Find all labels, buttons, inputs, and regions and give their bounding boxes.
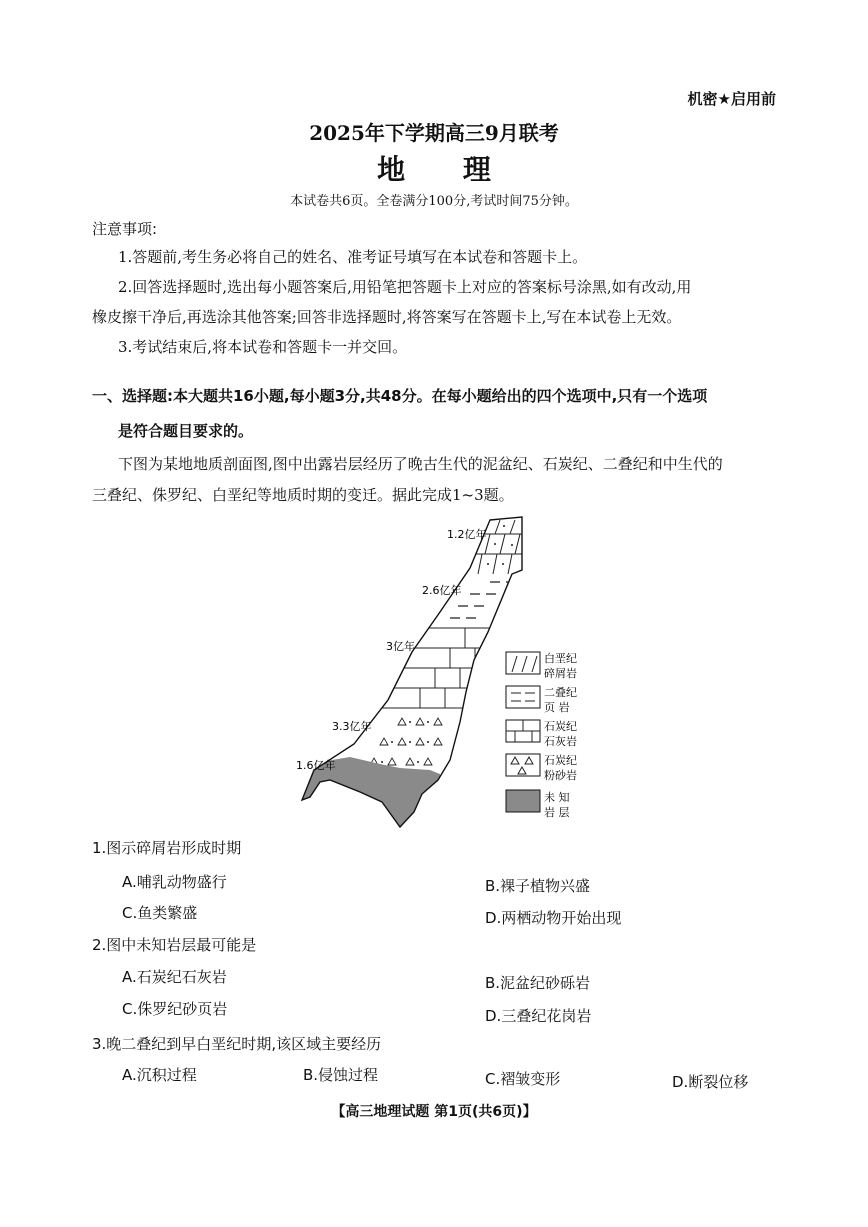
notice-title: 注意事项: <box>92 220 158 238</box>
question-1-option-a: A.哺乳动物盛行 <box>122 873 227 891</box>
question-2-option-d: D.三叠纪花岗岩 <box>485 1007 592 1025</box>
material-text-1: 下图为某地地质剖面图,图中出露岩层经历了晚古生代的泥盆纪、石炭纪、二叠纪和中生代的 <box>118 455 723 473</box>
question-3-option-b: B.侵蚀过程 <box>303 1066 379 1084</box>
confidential-label: 机密★启用前 <box>687 90 776 108</box>
question-2-option-b: B.泥盆纪砂砾岩 <box>485 974 591 992</box>
exam-intro: 本试卷共6页。全卷满分100分,考试时间75分钟。 <box>290 194 578 209</box>
geologic-profile-figure <box>290 512 610 832</box>
material-text-2: 三叠纪、侏罗纪、白垩纪等地质时期的变迁。据此完成1~3题。 <box>92 486 514 504</box>
question-1-option-b: B.裸子植物兴盛 <box>485 877 591 895</box>
notice-item-1: 1.答题前,考生务必将自己的姓名、准考证号填写在本试卷和答题卡上。 <box>118 248 588 266</box>
question-3-option-d: D.断裂位移 <box>672 1073 749 1091</box>
question-3-option-c: C.褶皱变形 <box>485 1070 561 1088</box>
age-label-5: 1.6亿年 <box>296 759 336 772</box>
section-heading-cont: 是符合题目要求的。 <box>118 422 254 440</box>
legend-2-line1: 二叠纪 <box>544 686 577 699</box>
legend-3-line2: 石灰岩 <box>544 735 577 748</box>
question-1-option-d: D.两栖动物开始出现 <box>485 909 622 927</box>
legend-1-line1: 白垩纪 <box>544 652 577 665</box>
legend-3-line1: 石炭纪 <box>544 720 577 733</box>
exam-title: 2025年下学期高三9月联考 <box>309 121 559 145</box>
legend-1-line2: 碎屑岩 <box>544 667 577 680</box>
age-label-2: 2.6亿年 <box>422 584 462 597</box>
question-3-option-a: A.沉积过程 <box>122 1066 197 1084</box>
age-label-1: 1.2亿年 <box>447 528 487 541</box>
legend-2-line2: 页 岩 <box>544 701 570 714</box>
age-label-4: 3.3亿年 <box>332 720 372 733</box>
notice-item-2: 2.回答选择题时,选出每小题答案后,用铅笔把答题卡上对应的答案标号涂黑,如有改动,用 <box>118 278 692 296</box>
legend-5-line2: 岩 层 <box>544 806 570 819</box>
question-1-stem: 1.图示碎屑岩形成时期 <box>92 839 242 857</box>
question-2-stem: 2.图中未知岩层最可能是 <box>92 936 257 954</box>
legend-5-line1: 未 知 <box>544 791 570 804</box>
subject-title: 地 理 <box>377 153 515 186</box>
notice-item-3: 3.考试结束后,将本试卷和答题卡一并交回。 <box>118 338 408 356</box>
legend <box>506 652 577 819</box>
question-3-stem: 3.晚二叠纪到早白垩纪时期,该区域主要经历 <box>92 1035 382 1053</box>
age-label-3: 3亿年 <box>386 640 415 653</box>
legend-4-line1: 石炭纪 <box>544 754 577 767</box>
question-1-option-c: C.鱼类繁盛 <box>122 904 198 922</box>
section-heading: 一、选择题:本大题共16小题,每小题3分,共48分。在每小题给出的四个选项中,只有一个选项 <box>92 387 708 405</box>
notice-item-2-cont: 橡皮擦干净后,再选涂其他答案;回答非选择题时,将答案写在答题卡上,写在本试卷上无效。 <box>92 308 682 326</box>
page-footer: 【高三地理试题 第1页(共6页)】 <box>331 1104 537 1120</box>
question-2-option-c: C.侏罗纪砂页岩 <box>122 1000 228 1018</box>
legend-4-line2: 粉砂岩 <box>544 769 577 782</box>
question-2-option-a: A.石炭纪石灰岩 <box>122 968 227 986</box>
